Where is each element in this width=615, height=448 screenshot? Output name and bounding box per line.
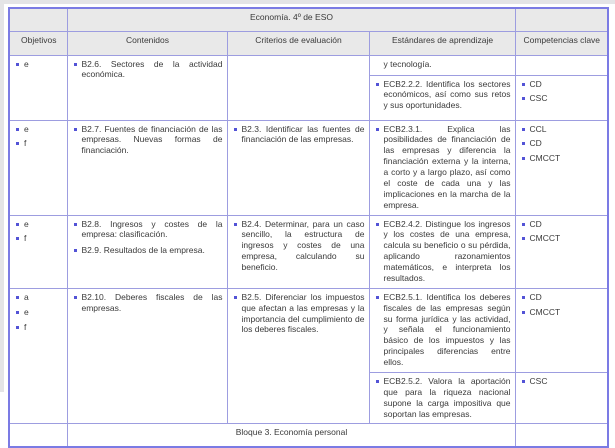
bullet-icon bbox=[522, 157, 525, 160]
cell-contenidos-r3 bbox=[67, 215, 227, 288]
cell-competencias-r1a bbox=[515, 55, 608, 75]
cell-estandares-r4b bbox=[369, 372, 515, 424]
cell-estandares-r3 bbox=[369, 215, 515, 288]
table-row bbox=[9, 288, 608, 372]
page-edge-left bbox=[0, 0, 4, 392]
column-header-objetivos: Objetivos bbox=[9, 31, 67, 55]
list-item bbox=[15, 138, 63, 149]
title-corner-right bbox=[515, 8, 608, 31]
estandar-continuation-text: y tecnología. bbox=[383, 58, 432, 69]
cell-contenidos-r4 bbox=[67, 288, 227, 424]
cell-objetivos-r3 bbox=[9, 215, 67, 288]
list-item bbox=[73, 219, 223, 241]
contenido-text: B2.9. Resultados de la empresa. bbox=[81, 245, 205, 256]
list-item bbox=[15, 292, 63, 303]
section-footer-row bbox=[9, 424, 608, 447]
objetivo-label: e bbox=[24, 306, 29, 317]
cell-criterios-r2 bbox=[227, 120, 369, 215]
estandar-text: ECB2.4.2. Distingue los ingresos y los costes de una empresa, calcula su beneficio o su pérdida, aplicando razonamientos matemáticos, e interpreta los resultados. bbox=[383, 218, 511, 283]
bullet-icon bbox=[376, 128, 379, 131]
bullet-icon bbox=[522, 83, 525, 86]
bullet-icon bbox=[16, 63, 19, 66]
list-item bbox=[375, 79, 511, 112]
section-footer-title: Bloque 3. Economía personal bbox=[67, 424, 515, 447]
contenido-text: B2.7. Fuentes de financiación de las empresas. Nuevas formas de financiación. bbox=[81, 123, 223, 156]
list-item bbox=[73, 59, 223, 81]
list-item bbox=[73, 124, 223, 157]
list-item bbox=[15, 59, 63, 70]
competencia-label: CMCCT bbox=[529, 233, 561, 244]
bullet-icon bbox=[16, 142, 19, 145]
bullet-icon bbox=[376, 223, 379, 226]
list-item bbox=[73, 292, 223, 314]
bullet-icon bbox=[522, 128, 525, 131]
bullet-icon bbox=[16, 326, 19, 329]
competencia-label: CMCCT bbox=[529, 306, 561, 317]
cell-contenidos-r2 bbox=[67, 120, 227, 215]
bullet-icon bbox=[74, 249, 77, 252]
competencia-label: CD bbox=[529, 291, 542, 302]
estandar-text: ECB2.2.2. Identifica los sectores económicos, así como sus retos y sus oportunidades. bbox=[383, 78, 511, 111]
cell-objetivos-r1 bbox=[9, 55, 67, 120]
footer-corner-left bbox=[9, 424, 67, 447]
list-item bbox=[521, 138, 604, 149]
table-row bbox=[9, 120, 608, 215]
cell-criterios-r1 bbox=[227, 55, 369, 120]
cell-objetivos-r4 bbox=[9, 288, 67, 424]
cell-criterios-r4 bbox=[227, 288, 369, 424]
column-header-estandares: Estándares de aprendizaje bbox=[369, 31, 515, 55]
bullet-icon bbox=[16, 223, 19, 226]
table-title: Economía. 4º de ESO bbox=[67, 8, 515, 31]
contenido-text: B2.6. Sectores de la actividad económica. bbox=[81, 58, 223, 80]
bullet-icon bbox=[16, 128, 19, 131]
bullet-icon bbox=[74, 296, 77, 299]
table-title-row bbox=[9, 8, 608, 31]
competencia-label: CD bbox=[529, 78, 542, 89]
bullet-icon bbox=[522, 97, 525, 100]
list-item bbox=[521, 307, 604, 318]
criterio-text: B2.4. Determinar, para un caso sencillo, la estructura de ingresos y costes de una empresa, calculando su beneficio. bbox=[241, 218, 365, 272]
bullet-icon bbox=[376, 83, 379, 86]
bullet-icon bbox=[234, 128, 237, 131]
bullet-icon bbox=[376, 296, 379, 299]
cell-estandares-r1a bbox=[369, 55, 515, 75]
list-item bbox=[233, 292, 365, 336]
bullet-icon bbox=[16, 311, 19, 314]
competencia-label: CMCCT bbox=[529, 153, 561, 164]
list-item bbox=[15, 322, 63, 333]
cell-competencias-r2 bbox=[515, 120, 608, 215]
list-item bbox=[521, 219, 604, 230]
list-item bbox=[521, 153, 604, 164]
competencia-label: CCL bbox=[529, 123, 547, 134]
estandar-text: ECB2.5.1. Identifica los deberes fiscales de las empresas según su forma jurídica y las actividad, y señala el funcionamiento básico de los impuestos y las principales diferencias entre ellos. bbox=[383, 291, 511, 367]
bullet-icon bbox=[234, 296, 237, 299]
contenido-text: B2.8. Ingresos y costes de la empresa: clasificación. bbox=[81, 218, 223, 240]
list-item bbox=[233, 124, 365, 146]
competencia-label: CSC bbox=[529, 375, 548, 386]
column-header-row bbox=[9, 31, 608, 55]
contenido-text: B2.10. Deberes fiscales de las empresas. bbox=[81, 291, 223, 313]
list-item bbox=[521, 233, 604, 244]
objetivo-label: a bbox=[24, 291, 29, 302]
column-header-competencias: Competencias clave bbox=[515, 31, 608, 55]
cell-competencias-r4b bbox=[515, 372, 608, 424]
objetivo-label: f bbox=[24, 233, 27, 244]
list-item bbox=[521, 376, 604, 387]
list-item bbox=[521, 93, 604, 104]
bullet-icon bbox=[16, 237, 19, 240]
bullet-icon bbox=[522, 237, 525, 240]
bullet-icon bbox=[376, 380, 379, 383]
curriculum-table bbox=[8, 7, 609, 448]
cell-objetivos-r2 bbox=[9, 120, 67, 215]
list-item bbox=[73, 245, 223, 256]
footer-corner-right bbox=[515, 424, 608, 447]
list-item bbox=[15, 307, 63, 318]
bullet-icon bbox=[74, 128, 77, 131]
column-header-contenidos: Contenidos bbox=[67, 31, 227, 55]
list-item bbox=[521, 79, 604, 90]
table-row bbox=[9, 215, 608, 288]
bullet-icon bbox=[234, 223, 237, 226]
title-corner-left bbox=[9, 8, 67, 31]
column-header-criterios: Criterios de evaluación bbox=[227, 31, 369, 55]
objetivo-label: e bbox=[24, 123, 29, 134]
list-item bbox=[521, 124, 604, 135]
bullet-icon bbox=[522, 380, 525, 383]
list-item bbox=[375, 292, 511, 368]
estandar-text: ECB2.5.2. Valora la aportación que para la riqueza nacional supone la carga impositiva que soportan las empresas. bbox=[383, 375, 511, 419]
cell-competencias-r4a bbox=[515, 288, 608, 372]
bullet-icon bbox=[522, 223, 525, 226]
objetivo-label: e bbox=[24, 58, 29, 69]
list-item bbox=[375, 376, 511, 420]
cell-criterios-r3 bbox=[227, 215, 369, 288]
cell-estandares-r1b bbox=[369, 75, 515, 120]
list-item bbox=[521, 292, 604, 303]
list-item bbox=[15, 124, 63, 135]
cell-contenidos-r1 bbox=[67, 55, 227, 120]
list-item bbox=[15, 233, 63, 244]
objetivo-label: f bbox=[24, 321, 27, 332]
cell-estandares-r4a bbox=[369, 288, 515, 372]
bullet-icon bbox=[74, 223, 77, 226]
bullet-icon bbox=[522, 142, 525, 145]
bullet-icon bbox=[74, 63, 77, 66]
cell-competencias-r1b bbox=[515, 75, 608, 120]
criterio-text: B2.5. Diferenciar los impuestos que afectan a las empresas y la importancia del cumplimiento de los deberes fiscales. bbox=[241, 291, 365, 335]
objetivo-label: e bbox=[24, 218, 29, 229]
competencia-label: CD bbox=[529, 218, 542, 229]
list-item bbox=[15, 219, 63, 230]
competencia-label: CSC bbox=[529, 93, 548, 104]
criterio-text: B2.3. Identificar las fuentes de financiación de las empresas. bbox=[241, 123, 365, 145]
objetivo-label: f bbox=[24, 138, 27, 149]
list-item bbox=[375, 219, 511, 284]
estandar-text: ECB2.3.1. Explica las posibilidades de financiación de las empresas y diferencia la financiación externa y la interna, a corto y a largo plazo, así como el coste de cada una y las implicaciones en la marcha de la empresa. bbox=[383, 123, 511, 210]
table-row bbox=[9, 55, 608, 75]
competencia-label: CD bbox=[529, 138, 542, 149]
cell-estandares-r2 bbox=[369, 120, 515, 215]
list-item bbox=[233, 219, 365, 273]
page-edge-top bbox=[0, 0, 615, 4]
bullet-icon bbox=[16, 296, 19, 299]
cell-competencias-r3 bbox=[515, 215, 608, 288]
list-item bbox=[375, 124, 511, 211]
bullet-icon bbox=[522, 296, 525, 299]
bullet-icon bbox=[522, 311, 525, 314]
